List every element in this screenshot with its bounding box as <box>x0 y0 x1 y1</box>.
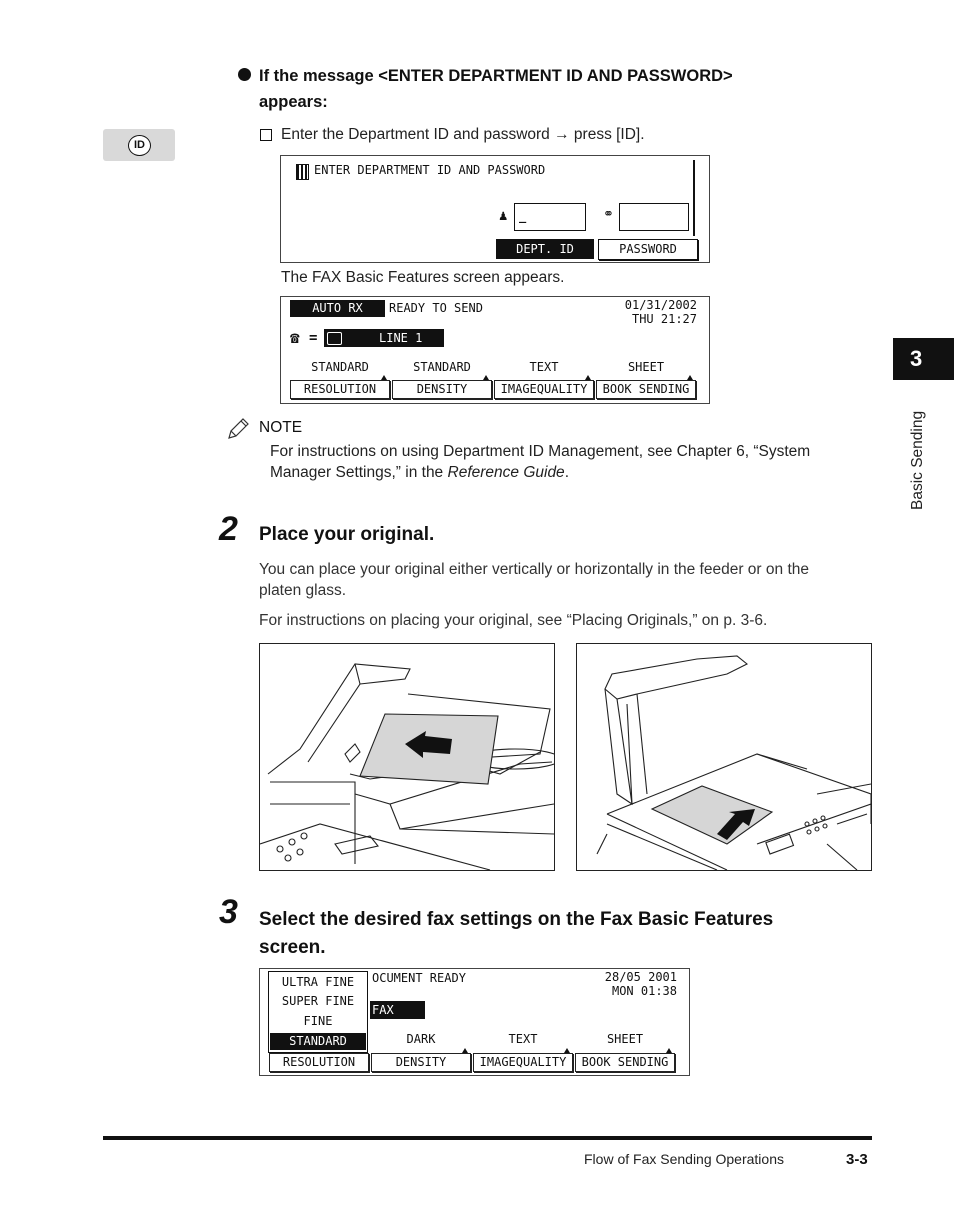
note-line2-suffix: . <box>564 464 569 481</box>
reference-guide-title: Reference Guide <box>447 464 565 481</box>
image-quality-button[interactable]: IMAGEQUALITY <box>473 1053 573 1072</box>
step-2-para1-line2: platen glass. <box>259 582 347 599</box>
chapter-label-text: Basic Sending <box>909 410 926 510</box>
time-text: THU 21:27 <box>631 312 697 326</box>
key-icon: ⚭ <box>603 207 614 222</box>
option-fine[interactable]: FINE <box>303 1014 333 1028</box>
dept-id-screen <box>280 155 710 263</box>
id-key <box>103 129 175 161</box>
date-text: 28/05 2001 <box>604 970 677 984</box>
density-button[interactable]: DENSITY <box>392 380 492 399</box>
instruction-text: Enter the Department ID and password → press [ID]. <box>281 126 645 143</box>
basic-features-screen <box>280 296 710 404</box>
resolution-screen <box>259 968 690 1076</box>
option-ultra-fine[interactable]: ULTRA FINE <box>281 975 355 989</box>
step-3-heading <box>259 906 773 962</box>
label-quality-value: TEXT <box>529 360 559 374</box>
equals-sign: = <box>309 330 318 346</box>
arrow-up-icon <box>462 1048 468 1053</box>
tab-password[interactable]: PASSWORD <box>598 239 698 260</box>
resolution-button[interactable]: RESOLUTION <box>269 1053 369 1072</box>
person-icon: ♟ <box>499 208 508 224</box>
password-field[interactable] <box>619 203 689 231</box>
resolution-button[interactable]: RESOLUTION <box>290 380 390 399</box>
feeder-drawing <box>260 644 554 870</box>
tab-dept-id[interactable]: DEPT. ID <box>496 239 594 259</box>
date-text: 01/31/2002 <box>624 298 697 312</box>
dept-id-value: _ <box>519 209 527 223</box>
step-2-para2: For instructions on placing your original, see “Placing Originals,” on p. 3-6. <box>259 612 768 629</box>
time-text: MON 01:38 <box>611 984 677 998</box>
label-density-value: DARK <box>406 1032 436 1046</box>
step-3-heading-line1: Select the desired fax settings on the Fax Basic Features <box>259 909 774 930</box>
footer-section-title: Flow of Fax Sending Operations <box>584 1151 784 1167</box>
step-3-heading-line2: screen. <box>259 937 326 958</box>
arrow-up-icon <box>381 375 387 380</box>
fax-badge: FAX <box>370 1001 425 1019</box>
status-text: OCUMENT READY <box>372 971 466 985</box>
label-quality-value: TEXT <box>508 1032 538 1046</box>
step-2-para1 <box>259 559 879 601</box>
arrow-up-icon <box>483 375 489 380</box>
line-label: LINE 1 <box>379 331 423 345</box>
line-badge <box>324 329 444 347</box>
bullet-heading <box>259 63 733 115</box>
result-text: The FAX Basic Features screen appears. <box>281 269 565 286</box>
step-2-heading: Place your original. <box>259 524 435 545</box>
chapter-label <box>908 390 928 515</box>
arrow-up-icon <box>564 1048 570 1053</box>
step-3-number: 3 <box>219 893 238 931</box>
book-sending-button[interactable]: BOOK SENDING <box>596 380 696 399</box>
chapter-tab <box>893 338 954 380</box>
dept-id-field[interactable] <box>514 203 586 231</box>
chapter-number: 3 <box>910 346 923 371</box>
mode-badge: AUTO RX <box>290 300 385 317</box>
checkbox-icon <box>260 129 272 141</box>
arrow-up-icon <box>687 375 693 380</box>
id-key-icon <box>128 135 151 156</box>
arrow-up-icon <box>666 1048 672 1053</box>
label-resolution-value: STANDARD <box>311 360 369 374</box>
keypad-icon <box>296 164 309 180</box>
bullet-icon <box>238 68 251 81</box>
note-line2-prefix: Manager Settings,” in the <box>270 464 448 481</box>
arrow-up-icon <box>585 375 591 380</box>
platen-illustration <box>576 643 872 871</box>
note-line1: For instructions on using Department ID Management, see Chapter 6, “System <box>270 443 811 460</box>
status-text: READY TO SEND <box>389 301 483 315</box>
option-standard-selected[interactable]: STANDARD <box>270 1033 366 1050</box>
note-line2 <box>270 462 810 483</box>
right-border <box>693 160 695 236</box>
label-book-value: SHEET <box>627 360 665 374</box>
label-book-value: SHEET <box>606 1032 644 1046</box>
feeder-illustration <box>259 643 555 871</box>
step-2-number: 2 <box>219 510 238 548</box>
option-super-fine[interactable]: SUPER FINE <box>281 994 355 1008</box>
screen-title: ENTER DEPARTMENT ID AND PASSWORD <box>314 163 546 177</box>
note-title: NOTE <box>259 419 303 436</box>
page-number: 3-3 <box>846 1151 868 1168</box>
pencil-icon <box>226 417 252 441</box>
bullet-heading-line2: appears: <box>259 93 328 111</box>
label-density-value: STANDARD <box>413 360 471 374</box>
footer-rule <box>103 1136 872 1140</box>
id-key-label: ID <box>134 139 145 151</box>
note-body <box>270 441 810 483</box>
image-quality-button[interactable]: IMAGEQUALITY <box>494 380 594 399</box>
fax-icon <box>327 332 342 345</box>
book-sending-button[interactable]: BOOK SENDING <box>575 1053 675 1072</box>
bullet-heading-line1: If the message <ENTER DEPARTMENT ID AND PASSWORD> <box>259 67 733 85</box>
density-button[interactable]: DENSITY <box>371 1053 471 1072</box>
phone-icon: ☎ <box>290 328 300 347</box>
step-2-para1-line1: You can place your original either vertically or horizontally in the feeder or on the <box>259 561 809 578</box>
platen-drawing <box>577 644 871 870</box>
